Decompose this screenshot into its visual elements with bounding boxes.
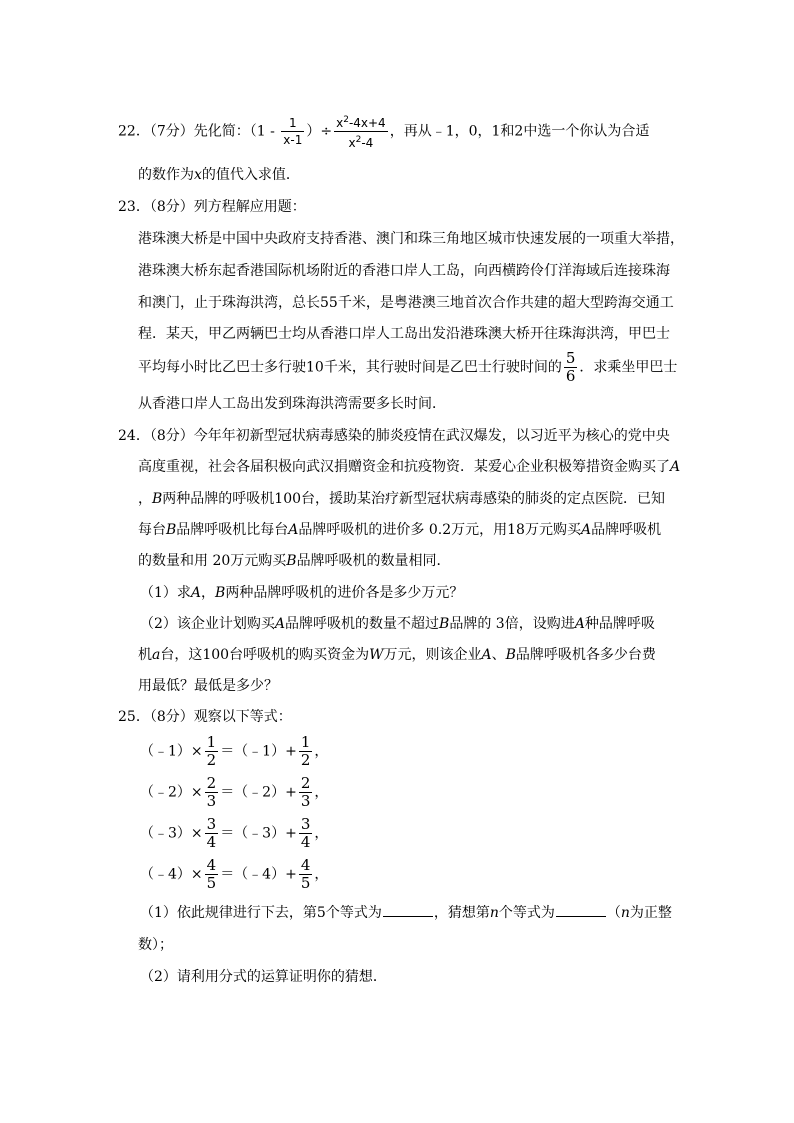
q23-fraction: $\frac{5}{6}$ [565,349,576,385]
q25-equation: （﹣3）× $\frac{3}{4}$ ＝（﹣3）+ $\frac{3}{4}$ ， [140,815,329,851]
q24-text-line: ，B两种品牌的呼吸机100台，援助某治疗新型冠状病毒感染的肺炎的定点医院．已知 [138,491,666,507]
q23-text-line: 平均每小时比乙巴士多行驶10千米，其行驶时间是乙巴士行驶时间的 $\frac{5}{6}$ ．求乘坐甲巴士 [138,349,678,385]
q23-text-line: 港珠澳大桥是中国中央政府支持香港、澳门和珠三角地区城市快速发展的一项重大举措， [138,231,684,247]
q23-heading: 23．（8分）列方程解应用题： [118,199,306,215]
eq-fraction: $\frac{1}{2}$ [300,733,311,769]
q22-fraction-2: $\frac{x^2-4x+4}{x^2-4}$ [334,112,388,151]
eq-fraction: $\frac{1}{2}$ [206,733,217,769]
answer-blank[interactable] [556,904,606,917]
q25-equation: （﹣2）× $\frac{2}{3}$ ＝（﹣2）+ $\frac{2}{3}$ ， [140,774,329,810]
q22-line2: 的数作为x的值代入求值． [138,167,300,183]
eq-fraction: $\frac{4}{5}$ [206,856,217,892]
eq-fraction: $\frac{2}{3}$ [300,774,311,810]
answer-blank[interactable] [383,904,433,917]
q23-text-line: 港珠澳大桥东起香港国际机场附近的香港口岸人工岛，向西横跨伶仃洋海域后连接珠海 [138,263,670,279]
q22-number: 22．（7分）先化简： [118,123,250,140]
q24-part2: （2）该企业计划购买A品牌呼吸机的数量不超过B品牌的 3倍，设购进A种品牌呼吸 [140,616,655,632]
eq-fraction: $\frac{2}{3}$ [206,774,217,810]
q24-text-line: 的数量和用 20万元购买B品牌呼吸机的数量相同． [138,553,451,569]
q24-heading: 24．（8分）今年年初新型冠状病毒感染的肺炎疫情在武汉爆发，以习近平为核心的党中央 [118,428,670,444]
q25-heading: 25．（8分）观察以下等式： [118,709,292,725]
q23-text-line: 和澳门，止于珠海洪湾，总长55千米，是粤港澳三地首次合作共建的超大型跨海交通工 [138,295,674,311]
q22-fraction-1: $\frac{1}{x-1}$ [283,116,303,147]
q24-text-line: 高度重视，社会各届积极向武汉捐赠资金和抗疫物资．某爱心企业积极筹措资金购买了A [138,459,681,475]
q25-equation: （﹣4）× $\frac{4}{5}$ ＝（﹣4）+ $\frac{4}{5}$ ， [140,856,329,892]
q23-text-line: 从香港口岸人工岛出发到珠海洪湾需要多长时间． [138,396,446,412]
q24-part1: （1）求A，B两种品牌呼吸机的进价各是多少万元？ [140,585,464,601]
eq-fraction: $\frac{3}{4}$ [300,815,311,851]
eq-fraction: $\frac{3}{4}$ [206,815,217,851]
q25-part2: （2）请利用分式的运算证明你的猜想． [140,969,387,985]
eq-fraction: $\frac{4}{5}$ [300,856,311,892]
q25-text-line: 数）； [138,937,173,953]
q24-text-line: 机a台，这100台呼吸机的购买资金为W万元，则该企业A、B品牌呼吸机各多少台费 [138,647,656,663]
q25-equation: （﹣1）× $\frac{1}{2}$ ＝（﹣1）+ $\frac{1}{2}$ ， [140,733,329,769]
q22-line1: 22．（7分）先化简：（1 - $\frac{1}{x-1}$ ）÷ $\frac{x^2-4x+4}{x^2-4}$ ，再从﹣1，0，1和2中选一个你认为合适 [118,112,649,151]
q23-text-line: 程．某天，甲乙两辆巴士均从香港口岸人工岛出发沿港珠澳大桥开往珠海洪湾，甲巴士 [138,326,670,342]
q25-part1: （1）依此规律进行下去，第5个等式为 ，猜想第n个等式为 （n为正整 [140,905,672,921]
q24-text-line: 用最低？最低是多少？ [138,678,278,694]
q24-text-line: 每台B品牌呼吸机比每台A品牌呼吸机的进价多 0.2万元，用18万元购买A品牌呼吸机 [138,522,662,538]
